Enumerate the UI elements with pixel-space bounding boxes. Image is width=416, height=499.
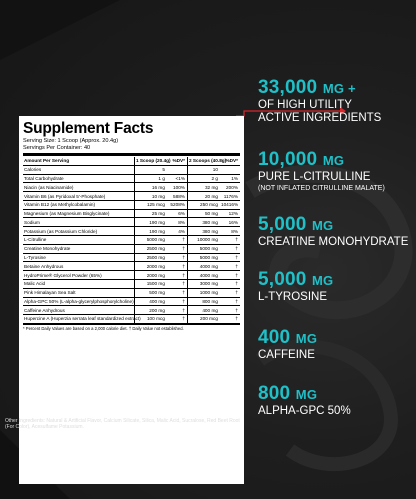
dv-cell: †	[167, 271, 188, 280]
dv-cell: †	[167, 253, 188, 262]
dv-cell: †	[220, 253, 240, 262]
claim-item	[258, 78, 416, 125]
nutrient-name: Sodium	[23, 218, 134, 227]
table-row	[23, 236, 240, 245]
nutrient-name: Alpha-GPC 50% (L-alpha-glycerylphosphorylcholine)	[24, 298, 134, 304]
nutrient-name: HydroPrime® Glycerol Powder (65%)	[23, 271, 134, 280]
amount-cell: 1000 mg	[187, 288, 219, 297]
dv-cell: <1%	[167, 174, 188, 183]
header-cell: %DV*	[220, 157, 240, 165]
amount-cell: 20 mg	[187, 192, 219, 201]
dv-cell: †	[220, 306, 240, 315]
claim-unit: MG	[295, 387, 318, 402]
amount-cell: 16 mg	[134, 183, 166, 192]
header-cell: 2 Scoops (40.8g)	[188, 158, 227, 164]
dv-cell: 8%	[220, 227, 240, 236]
table-row	[23, 200, 240, 209]
amount-cell: 10000 mg	[187, 236, 219, 245]
nutrient-name: Betaine Anhydrous	[23, 262, 134, 271]
table-row	[23, 209, 240, 218]
amount-cell: 380 mg	[187, 218, 219, 227]
amount-cell: 32 mg	[187, 183, 219, 192]
dv-cell: †	[167, 288, 188, 297]
amount-cell: 5000 mg	[187, 244, 219, 253]
claim-desc: ALPHA-GPC 50%	[258, 405, 351, 417]
claim-note: (NOT INFLATED CITRULLINE MALATE)	[258, 185, 385, 192]
dv-cell: †	[220, 262, 240, 271]
nutrient-name: Calories	[23, 165, 134, 174]
amount-cell: 4000 mg	[187, 271, 219, 280]
amount-cell: 5000 mg	[134, 236, 166, 245]
claim-desc: CREATINE MONOHYDRATE	[258, 236, 409, 248]
nutrient-name: Malic Acid	[23, 279, 134, 288]
table-row	[23, 165, 240, 174]
dv-cell: 588%	[167, 192, 188, 201]
other-ingredients: Other Ingredients: Natural & Artificial Flavor, Calcium Silicate, Silica, Malic Acid, Sucralose, Red Beet Root (For Color), Acesulfame Potassium.	[5, 418, 240, 431]
amount-cell: 100 mcg	[134, 315, 166, 324]
dv-cell: 100%	[167, 183, 188, 192]
amount-cell: 1500 mg	[134, 279, 166, 288]
nutrient-name: Total Carbohydrate	[23, 174, 134, 183]
amount-cell: 5000 mg	[187, 253, 219, 262]
header-cell: 1 Scoop (20.4g)	[135, 158, 171, 164]
nutrient-name: Caffeine Anhydrous	[23, 306, 134, 315]
dv-cell: 5208%	[167, 200, 188, 209]
claim-item	[258, 270, 416, 304]
amount-cell: 2000 mg	[134, 262, 166, 271]
amount-cell: 2500 mg	[134, 244, 166, 253]
claim-item	[258, 328, 416, 362]
dv-cell: 1%	[220, 174, 240, 183]
amount-cell: 125 mcg	[134, 200, 166, 209]
table-row	[23, 262, 240, 271]
table-row	[23, 192, 240, 201]
nutrient-name: Magnesium (as Magnesium Bisglycinate)	[23, 209, 134, 218]
amount-cell: 400 mg	[134, 297, 166, 306]
dv-cell: †	[167, 244, 188, 253]
dv-cell: 16%	[220, 218, 240, 227]
amount-cell: 10	[187, 165, 219, 174]
amount-cell: 1 g	[134, 174, 166, 183]
dv-cell: †	[220, 288, 240, 297]
serving-size: Serving Size: 1 Scoop (Approx. 20.4g)	[23, 138, 119, 144]
table-row	[23, 306, 240, 315]
nutrient-name: Creatine Monohydrate	[23, 244, 134, 253]
facts-footnote: * Percent Daily Values are based on a 2,000 calorie diet. † Daily Value not established.	[23, 324, 240, 331]
amount-cell: 50 mg	[187, 209, 219, 218]
dv-cell: †	[167, 315, 188, 324]
table-row	[23, 288, 240, 297]
dv-cell: †	[167, 297, 188, 306]
claim-desc: OF HIGH UTILITY	[258, 99, 352, 111]
claim-amount: 5,000	[258, 214, 307, 235]
claim-unit: MG	[295, 331, 318, 346]
header-cell: %DV*	[167, 157, 188, 165]
dv-cell: †	[220, 279, 240, 288]
claim-unit: MG	[322, 153, 345, 168]
table-row	[23, 227, 240, 236]
dv-cell: 4%	[167, 227, 188, 236]
claim-amount: 33,000	[258, 77, 318, 98]
claim-item	[258, 384, 416, 418]
claim-desc: PURE L-CITRULLINE	[258, 171, 371, 183]
claim-amount: 400	[258, 327, 291, 348]
dv-cell: †	[220, 271, 240, 280]
amount-cell: 800 mg	[187, 297, 219, 306]
dv-cell: †	[220, 315, 240, 324]
nutrient-name: Niacin (as Niacinamide)	[23, 183, 134, 192]
claim-amount: 5,000	[258, 269, 307, 290]
nutrient-name: Vitamin B12 (as Methylcobalamin)	[23, 200, 134, 209]
dv-cell: †	[167, 279, 188, 288]
table-header-row	[23, 157, 240, 165]
nutrient-name: L-Citrulline	[23, 236, 134, 245]
table-row	[23, 253, 240, 262]
table-row	[23, 183, 240, 192]
claim-amount: 800	[258, 383, 291, 404]
amount-cell: 250 mcg	[187, 200, 219, 209]
amount-cell: 25 mg	[134, 209, 166, 218]
amount-cell: 10 mg	[134, 192, 166, 201]
claim-amount: 10,000	[258, 149, 318, 170]
facts-title: Supplement Facts	[23, 120, 154, 137]
claim-desc: L-TYROSINE	[258, 291, 328, 303]
dv-cell: †	[220, 236, 240, 245]
table-row	[23, 297, 240, 306]
claim-item	[258, 150, 416, 193]
facts-table	[23, 157, 240, 324]
dv-cell: †	[167, 236, 188, 245]
amount-cell: 380 mg	[187, 227, 219, 236]
dv-cell: 10416%	[220, 202, 239, 208]
dv-cell: †	[167, 262, 188, 271]
dv-cell: 12%	[220, 209, 240, 218]
servings-per-container: Servings Per Container: 40	[23, 144, 91, 151]
table-row	[23, 315, 240, 324]
claim-desc: ACTIVE INGREDIENTS	[258, 112, 382, 124]
header-cell: Amount Per Serving	[23, 157, 134, 165]
claim-desc: CAFFEINE	[258, 349, 315, 361]
amount-cell: 400 mg	[187, 306, 219, 315]
nutrient-name: Vitamin B6 (as Pyridoxal 5'-Phosphate)	[23, 192, 134, 201]
claim-unit: MG	[312, 273, 334, 288]
nutrient-name: Potassium (as Potassium Chloride)	[23, 227, 134, 236]
table-row	[23, 218, 240, 227]
claim-item	[258, 215, 416, 249]
table-row	[23, 271, 240, 280]
dv-cell: 6%	[167, 209, 188, 218]
nutrient-name: L-Tyrosine	[23, 253, 134, 262]
amount-cell: 200 mg	[134, 306, 166, 315]
dv-cell: †	[220, 297, 240, 306]
amount-cell: 4000 mg	[187, 262, 219, 271]
dv-cell: †	[220, 244, 240, 253]
dv-cell: †	[167, 306, 188, 315]
dv-cell: 1176%	[220, 192, 240, 201]
amount-cell: 190 mg	[134, 227, 166, 236]
claim-unit: MG +	[322, 81, 356, 96]
nutrient-name: Hupercine A (Huperzia serrata leaf standardized extract)	[24, 316, 141, 322]
amount-cell: 190 mg	[134, 218, 166, 227]
amount-cell: 2500 mg	[134, 253, 166, 262]
amount-cell: 5	[134, 165, 166, 174]
dv-cell: 8%	[167, 218, 188, 227]
dv-cell	[220, 165, 240, 174]
amount-cell: 500 mg	[134, 288, 166, 297]
nutrient-name: Pink Himalayan Sea Salt	[23, 288, 134, 297]
claim-unit: MG	[312, 218, 334, 233]
amount-cell: 2000 mg	[134, 271, 166, 280]
amount-cell: 2 g	[187, 174, 219, 183]
amount-cell: 200 mcg	[187, 315, 219, 324]
table-row	[23, 174, 240, 183]
amount-cell: 3000 mg	[187, 279, 219, 288]
dv-cell	[167, 165, 188, 174]
table-row	[23, 279, 240, 288]
table-row	[23, 244, 240, 253]
dv-cell: 200%	[220, 183, 240, 192]
divider	[23, 153, 240, 156]
